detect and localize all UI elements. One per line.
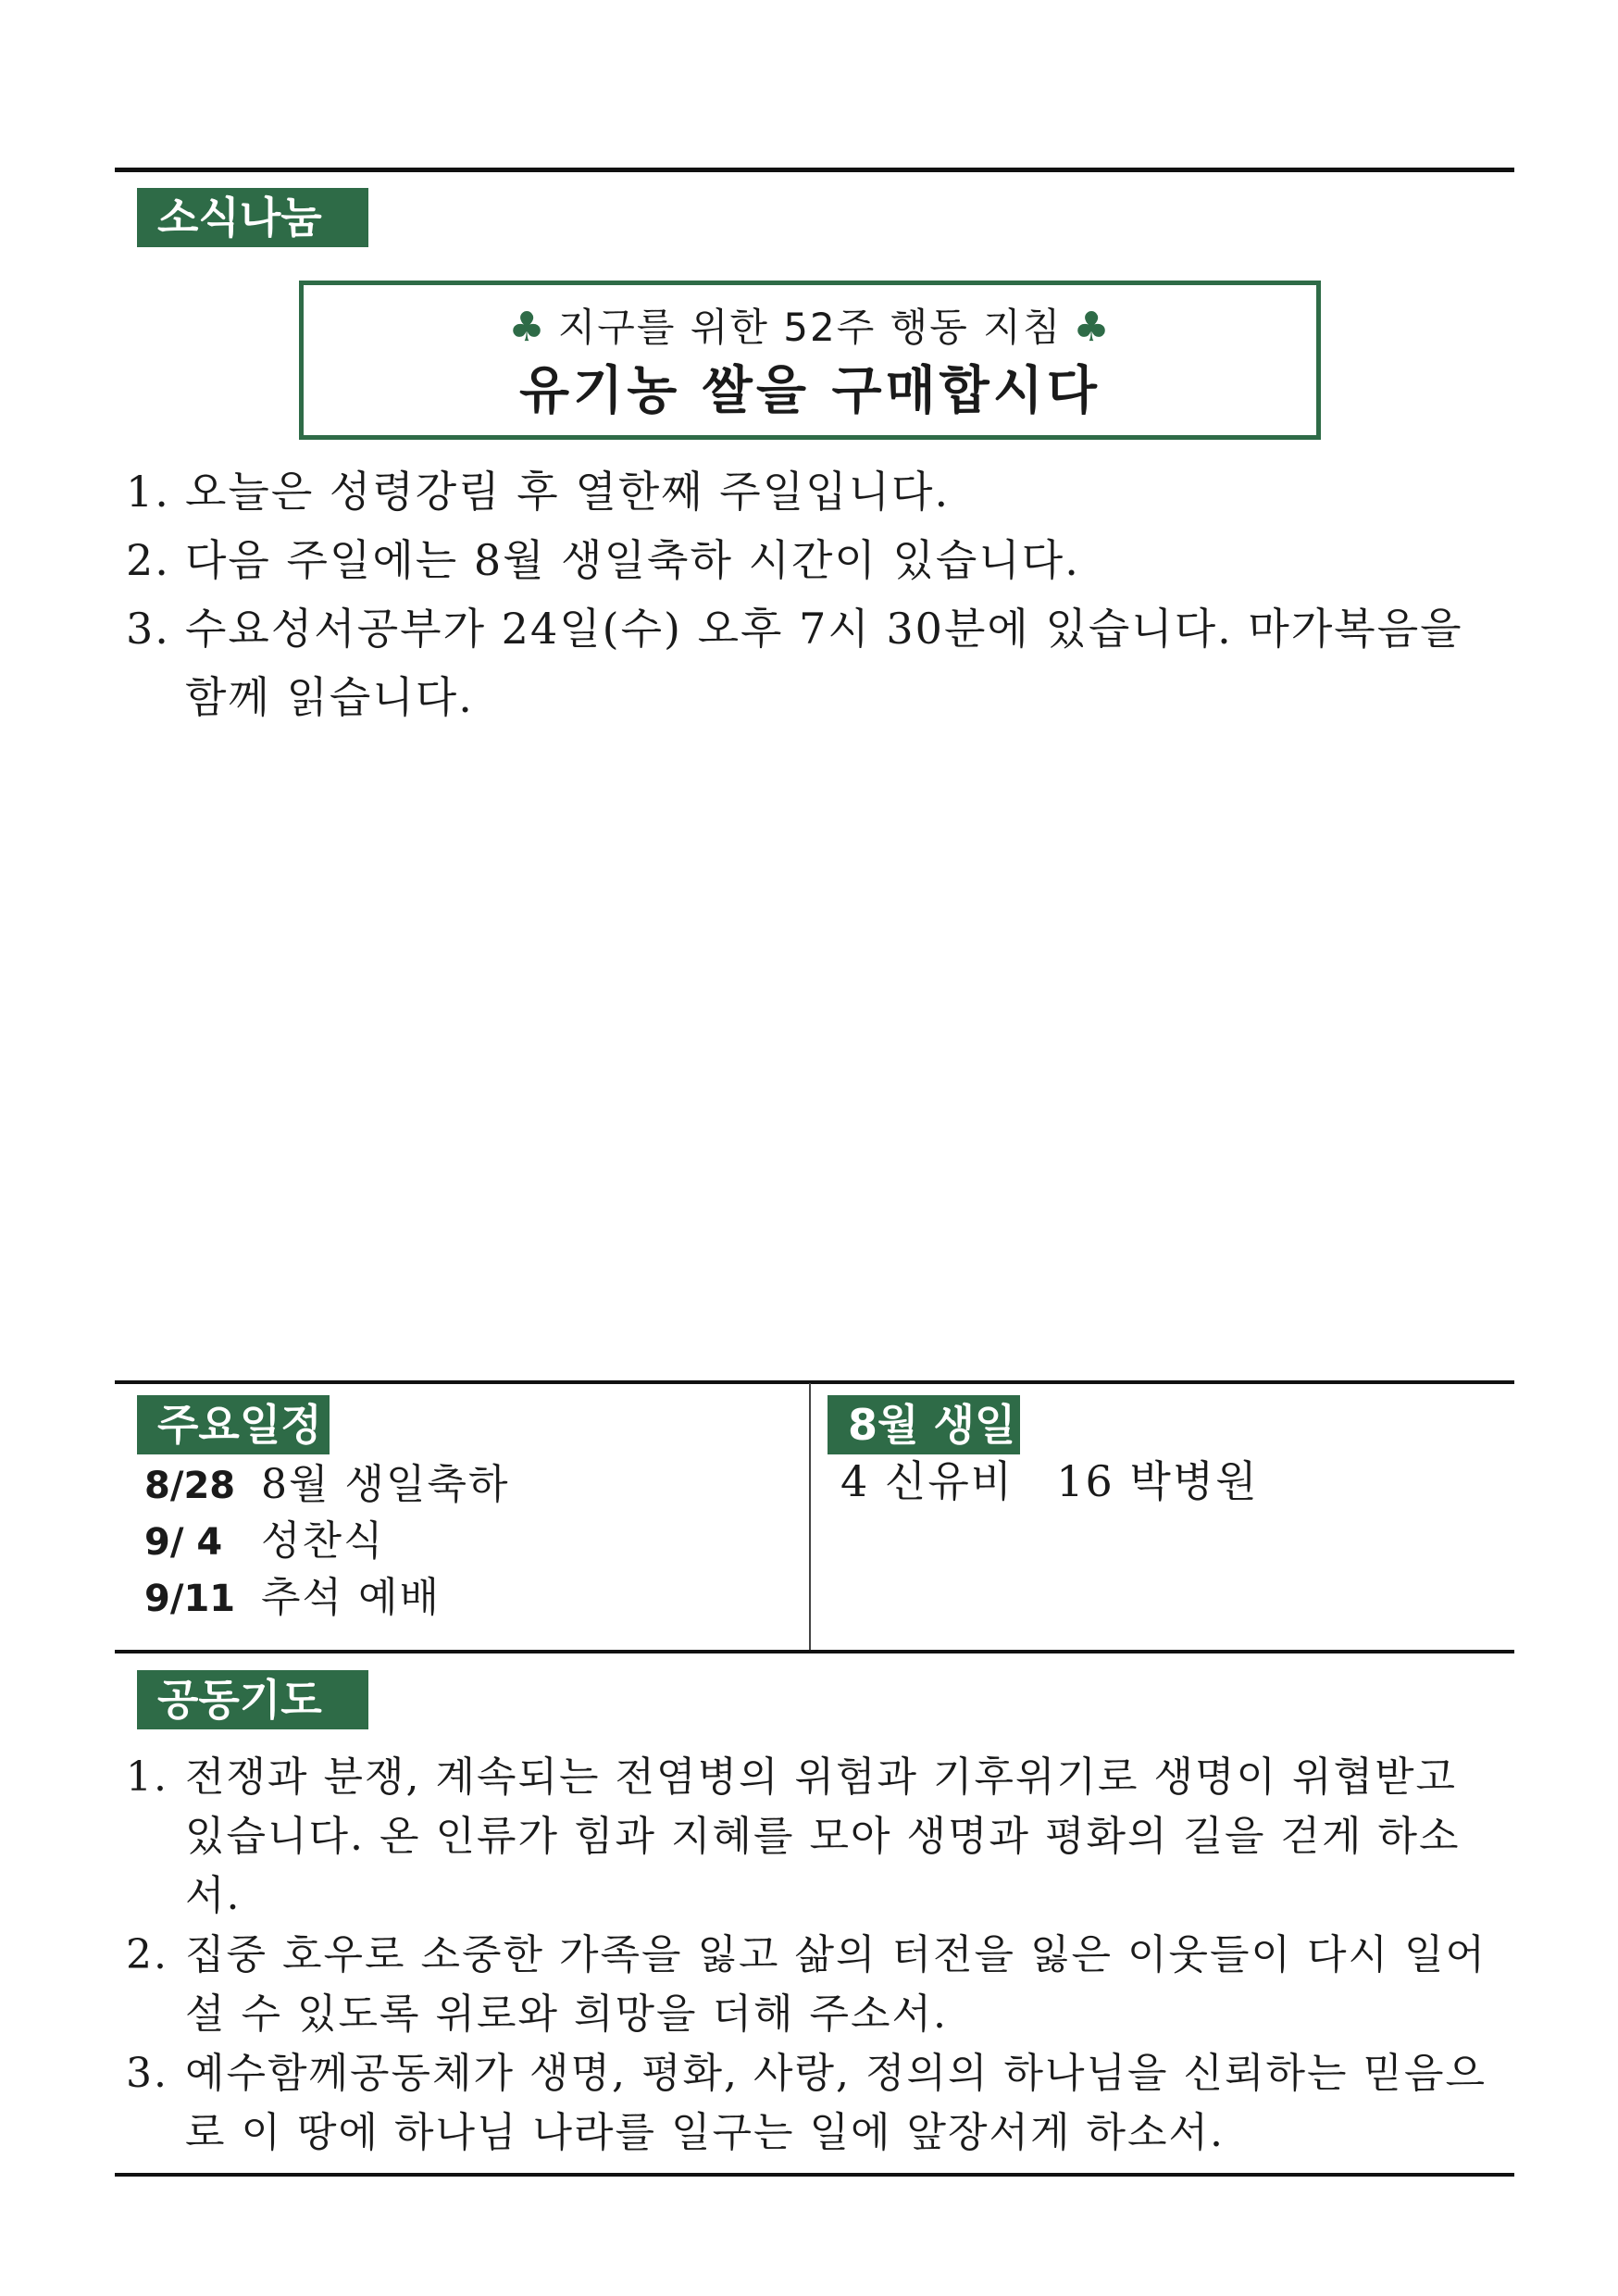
schedule-heading: 주요일정 [137, 1395, 330, 1454]
prayer-list [126, 1748, 1496, 2163]
item-number: 1. [126, 1753, 168, 1801]
item-number: 2. [126, 1931, 168, 1978]
prayer-item-text: 집중 호우로 소중한 가족을 잃고 삶의 터전을 잃은 이웃들이 다시 일어설 수 있도록 위로와 희망을 더해 주소서. [185, 1931, 1487, 2038]
schedule-bottom-rule [115, 1650, 1514, 1653]
action-guide-box [299, 281, 1321, 440]
prayer-item [126, 2044, 1496, 2163]
bottom-rule [115, 2173, 1514, 2177]
news-item [126, 594, 1496, 731]
schedule-row [144, 1570, 510, 1627]
birthday-list [840, 1454, 1301, 1509]
top-rule [115, 168, 1514, 172]
birthday-entry: 4 신유비 [840, 1456, 1014, 1506]
news-item-text: 수요성서공부가 24일(수) 오후 7시 30분에 있습니다. 마가복음을 함께 읽습니다. [185, 604, 1463, 722]
birthday-heading: 8월 생일 [828, 1395, 1020, 1454]
item-number: 3. [126, 604, 170, 654]
schedule-event: 추석 예배 [261, 1574, 442, 1621]
news-item-text: 다음 주일에는 8월 생일축하 시간이 있습니다. [185, 535, 1080, 585]
birthday-entry: 16 박병원 [1056, 1456, 1259, 1506]
news-heading: 소식나눔 [137, 188, 368, 247]
schedule-date: 9/11 [144, 1578, 236, 1620]
club-suit-icon: ♣ [508, 304, 547, 351]
schedule-event: 성찬식 [261, 1517, 385, 1565]
schedule-date: 8/28 [144, 1465, 236, 1507]
club-suit-icon: ♣ [1073, 304, 1112, 351]
news-list [126, 457, 1496, 731]
news-item-text: 오늘은 성령강림 후 열한째 주일입니다. [185, 467, 951, 517]
schedule-top-rule [115, 1380, 1514, 1384]
news-item [126, 526, 1496, 594]
prayer-item [126, 1926, 1496, 2044]
schedule-row [144, 1457, 510, 1514]
schedule-event: 8월 생일축하 [261, 1461, 510, 1508]
prayer-item-text: 예수함께공동체가 생명, 평화, 사랑, 정의의 하나님을 신뢰하는 믿음으로 이 땅에 하나님 나라를 일구는 일에 앞장서게 하소서. [185, 2050, 1487, 2156]
schedule-list [144, 1457, 510, 1627]
action-guide-subtitle: 지구를 위한 52주 행동 지침 [557, 305, 1063, 350]
item-number: 3. [126, 2050, 168, 2097]
prayer-item-text: 전쟁과 분쟁, 계속되는 전염병의 위험과 기후위기로 생명이 위협받고 있습니다. 온 인류가 힘과 지혜를 모아 생명과 평화의 길을 걷게 하소서. [185, 1753, 1461, 1919]
column-divider [809, 1383, 811, 1652]
prayer-heading: 공동기도 [137, 1670, 368, 1729]
news-item [126, 457, 1496, 526]
item-number: 2. [126, 535, 170, 585]
action-guide-subtitle-row [304, 298, 1316, 357]
item-number: 1. [126, 467, 170, 517]
schedule-date: 9/ 4 [144, 1521, 223, 1564]
prayer-item [126, 1748, 1496, 1926]
schedule-row [144, 1514, 510, 1570]
action-guide-title: 유기농 쌀을 구매합시다 [519, 361, 1101, 421]
